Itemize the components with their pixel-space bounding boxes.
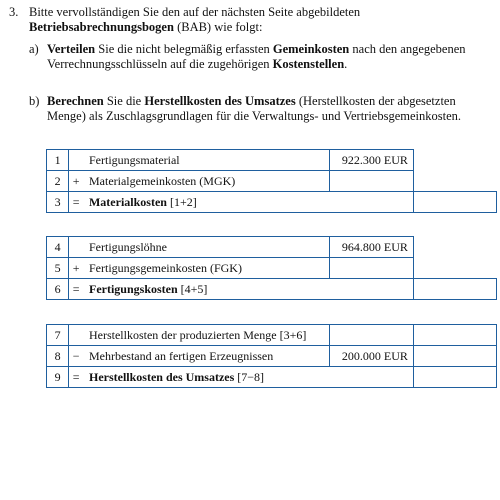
- row-label: Fertigungslöhne: [83, 237, 329, 258]
- row-value[interactable]: 200.000 EUR: [329, 346, 413, 367]
- table-row: [47, 346, 497, 367]
- empty-cell: [413, 258, 496, 279]
- table-row: [47, 171, 497, 192]
- row-value[interactable]: [329, 258, 413, 279]
- row-operator: +: [69, 258, 83, 279]
- task-intro-text-end: (BAB) wie folgt:: [173, 20, 263, 34]
- row-label-formula: [1+2]: [166, 194, 197, 209]
- subtask-b-text-1: Sie die: [103, 94, 145, 108]
- result-cell[interactable]: [413, 325, 496, 346]
- subtask-a-verb: Verteilen: [47, 42, 96, 56]
- result-cell[interactable]: [413, 367, 496, 388]
- row-label-formula: [7−8]: [234, 369, 265, 384]
- row-label-bold: Herstellkosten des Umsatzes: [88, 369, 235, 384]
- material-cost-table: [46, 149, 497, 213]
- subtask-b-verb: Berechnen: [47, 94, 104, 108]
- task-intro: [29, 5, 493, 35]
- row-operator: =: [69, 279, 83, 300]
- subtask-a-text-2: nach den angegebenen Verrechnungsschlüsseln auf die zugehörigen: [47, 42, 466, 71]
- row-value[interactable]: 922.300 EUR: [329, 150, 413, 171]
- table-row: [47, 367, 497, 388]
- row-label: Herstellkosten der produzierten Menge [3+6]: [83, 325, 329, 346]
- row-label: Fertigungsgemeinkosten (FGK): [83, 258, 329, 279]
- subtask-b-text-2: (Herstellkosten der abgesetzten Menge) als Zuschlagsgrundlagen für die Verwaltungs- und Vertriebsgemeinkosten.: [47, 94, 462, 123]
- row-label: Mehrbestand an fertigen Erzeugnissen: [83, 346, 329, 367]
- empty-cell: [413, 150, 496, 171]
- empty-cell: [413, 171, 496, 192]
- subtask-a-text-3: .: [344, 57, 348, 71]
- subtask-a-letter: a): [29, 42, 39, 56]
- row-number: 3: [47, 192, 69, 213]
- row-number: 5: [47, 258, 69, 279]
- table-row: [47, 237, 497, 258]
- row-number: 9: [47, 367, 69, 388]
- result-cell[interactable]: [413, 192, 496, 213]
- row-value[interactable]: [329, 325, 413, 346]
- table-row: [47, 279, 497, 300]
- row-operator: =: [69, 192, 83, 213]
- row-number: 2: [47, 171, 69, 192]
- result-cell[interactable]: [413, 346, 496, 367]
- subtask-b-text: [47, 94, 493, 124]
- table-row: [47, 150, 497, 171]
- subtask-a-text-1: Sie die nicht belegmäßig erfassten: [95, 42, 273, 56]
- row-label: [83, 192, 413, 213]
- subtask-b-letter: b): [29, 94, 40, 108]
- table-row: [47, 325, 497, 346]
- row-label: [83, 279, 413, 300]
- row-operator: [69, 150, 83, 171]
- subtask-a-text: [47, 42, 493, 72]
- subtask-a-keyword-2: Kostenstellen: [272, 57, 345, 71]
- row-value[interactable]: [329, 171, 413, 192]
- row-number: 6: [47, 279, 69, 300]
- row-operator: [69, 325, 83, 346]
- subtask-b: [29, 94, 493, 124]
- result-cell[interactable]: [413, 279, 496, 300]
- row-value[interactable]: 964.800 EUR: [329, 237, 413, 258]
- task-number: 3.: [9, 5, 19, 19]
- task-3: [9, 5, 493, 35]
- row-number: 7: [47, 325, 69, 346]
- subtask-b-keyword: Herstellkosten des Umsatzes: [144, 94, 296, 108]
- row-operator: −: [69, 346, 83, 367]
- task-intro-text: Bitte vervollständigen Sie den auf der nächsten Seite abgebildeten: [29, 5, 361, 19]
- row-label-formula: [4+5]: [177, 281, 208, 296]
- row-operator: =: [69, 367, 83, 388]
- row-label-bold: Fertigungskosten: [88, 281, 178, 296]
- row-label: Fertigungsmaterial: [83, 150, 329, 171]
- production-cost-table: [46, 324, 497, 388]
- table-row: [47, 258, 497, 279]
- row-label-bold: Materialkosten: [88, 194, 167, 209]
- subtask-a-keyword-1: Gemeinkosten: [272, 42, 350, 56]
- empty-cell: [413, 237, 496, 258]
- row-label: [83, 367, 413, 388]
- row-operator: +: [69, 171, 83, 192]
- row-number: 1: [47, 150, 69, 171]
- row-number: 8: [47, 346, 69, 367]
- subtask-a: [29, 42, 493, 72]
- row-number: 4: [47, 237, 69, 258]
- row-label: Materialgemeinkosten (MGK): [83, 171, 329, 192]
- row-operator: [69, 237, 83, 258]
- table-row: [47, 192, 497, 213]
- task-intro-bold: Betriebsabrechnungsbogen: [29, 20, 174, 34]
- manufacturing-cost-table: [46, 236, 497, 300]
